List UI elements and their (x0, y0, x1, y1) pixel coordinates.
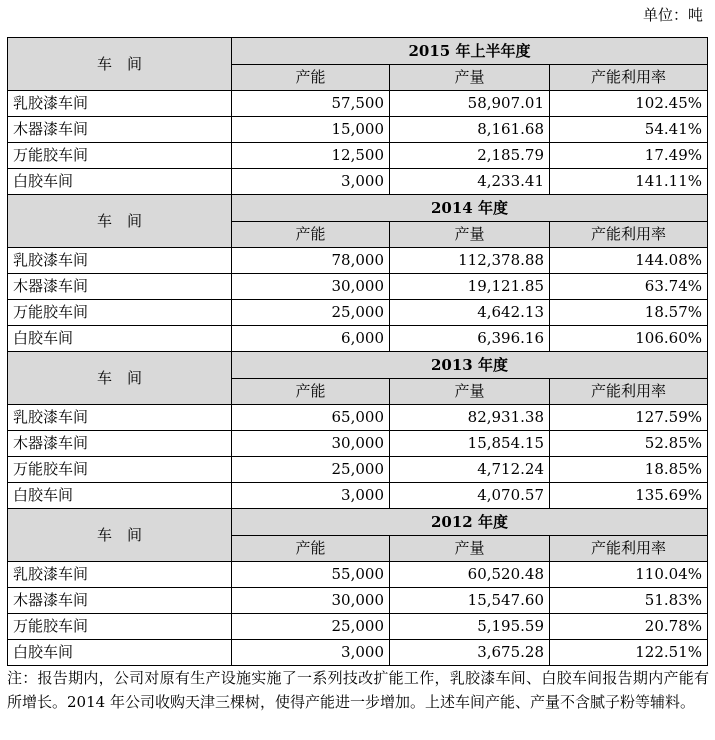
utilization-value: 18.85% (550, 457, 708, 483)
table-row (8, 117, 708, 143)
capacity-value: 12,500 (232, 143, 390, 169)
workshop-name: 乳胶漆车间 (8, 405, 232, 431)
utilization-value: 106.60% (550, 326, 708, 352)
utilization-value: 54.41% (550, 117, 708, 143)
workshop-name: 木器漆车间 (8, 431, 232, 457)
table-note: 注：报告期内，公司对原有生产设施实施了一系列技改扩能工作，乳胶漆车间、白胶车间报告期内产能有所增长。2014 年公司收购天津三棵树，使得产能进一步增加。上述车间产能、产量不含腻子粉等辅料。 (7, 669, 709, 711)
table-row (8, 588, 708, 614)
table-row (8, 169, 708, 195)
utilization-value: 51.83% (550, 588, 708, 614)
capacity-value: 78,000 (232, 248, 390, 274)
period-title: 2015 年上半年度 (232, 38, 708, 65)
output-header: 产量 (390, 222, 550, 248)
workshop-name: 白胶车间 (8, 483, 232, 509)
output-value: 6,396.16 (390, 326, 550, 352)
unit-label: 单位：吨 (642, 6, 703, 24)
output-value: 4,233.41 (390, 169, 550, 195)
output-header: 产量 (390, 379, 550, 405)
workshop-name: 万能胶车间 (8, 143, 232, 169)
period-2014 (8, 195, 708, 352)
capacity-value: 30,000 (232, 588, 390, 614)
utilization-value: 102.45% (550, 91, 708, 117)
output-value: 8,161.68 (390, 117, 550, 143)
table-row (8, 640, 708, 666)
output-value: 3,675.28 (390, 640, 550, 666)
utilization-header: 产能利用率 (550, 379, 708, 405)
utilization-value: 20.78% (550, 614, 708, 640)
workshop-name: 乳胶漆车间 (8, 562, 232, 588)
capacity-header: 产能 (232, 222, 390, 248)
capacity-value: 6,000 (232, 326, 390, 352)
capacity-value: 65,000 (232, 405, 390, 431)
table-row (8, 562, 708, 588)
capacity-value: 3,000 (232, 483, 390, 509)
capacity-header: 产能 (232, 379, 390, 405)
workshop-header: 车 间 (8, 195, 232, 248)
capacity-value: 30,000 (232, 274, 390, 300)
capacity-value: 3,000 (232, 640, 390, 666)
utilization-value: 141.11% (550, 169, 708, 195)
table-row (8, 457, 708, 483)
utilization-header: 产能利用率 (550, 536, 708, 562)
utilization-value: 17.49% (550, 143, 708, 169)
utilization-value: 52.85% (550, 431, 708, 457)
output-header: 产量 (390, 536, 550, 562)
period-2013 (8, 352, 708, 509)
capacity-value: 25,000 (232, 457, 390, 483)
workshop-name: 白胶车间 (8, 326, 232, 352)
table-row (8, 431, 708, 457)
table-row (8, 274, 708, 300)
utilization-value: 63.74% (550, 274, 708, 300)
workshop-name: 木器漆车间 (8, 274, 232, 300)
capacity-value: 15,000 (232, 117, 390, 143)
capacity-value: 57,500 (232, 91, 390, 117)
capacity-value: 30,000 (232, 431, 390, 457)
workshop-name: 白胶车间 (8, 169, 232, 195)
workshop-name: 万能胶车间 (8, 300, 232, 326)
output-value: 19,121.85 (390, 274, 550, 300)
workshop-name: 万能胶车间 (8, 614, 232, 640)
table-row (8, 143, 708, 169)
utilization-header: 产能利用率 (550, 222, 708, 248)
output-value: 15,547.60 (390, 588, 550, 614)
utilization-value: 110.04% (550, 562, 708, 588)
period-2015h1 (8, 38, 708, 195)
workshop-header: 车 间 (8, 38, 232, 91)
workshop-name: 乳胶漆车间 (8, 91, 232, 117)
table-row (8, 91, 708, 117)
workshop-name: 木器漆车间 (8, 588, 232, 614)
output-value: 82,931.38 (390, 405, 550, 431)
workshop-name: 乳胶漆车间 (8, 248, 232, 274)
table-row (8, 300, 708, 326)
utilization-value: 135.69% (550, 483, 708, 509)
period-title: 2014 年度 (232, 195, 708, 222)
output-value: 15,854.15 (390, 431, 550, 457)
output-value: 5,195.59 (390, 614, 550, 640)
table-row (8, 248, 708, 274)
capacity-header: 产能 (232, 536, 390, 562)
workshop-header: 车 间 (8, 509, 232, 562)
period-title: 2012 年度 (232, 509, 708, 536)
workshop-name: 白胶车间 (8, 640, 232, 666)
utilization-value: 18.57% (550, 300, 708, 326)
period-title: 2013 年度 (232, 352, 708, 379)
capacity-value: 25,000 (232, 614, 390, 640)
output-value: 4,642.13 (390, 300, 550, 326)
table-row (8, 483, 708, 509)
output-value: 60,520.48 (390, 562, 550, 588)
capacity-value: 55,000 (232, 562, 390, 588)
output-value: 58,907.01 (390, 91, 550, 117)
table-row (8, 614, 708, 640)
workshop-header: 车 间 (8, 352, 232, 405)
output-header: 产量 (390, 65, 550, 91)
capacity-table (7, 37, 708, 666)
workshop-name: 万能胶车间 (8, 457, 232, 483)
period-2012 (8, 509, 708, 666)
table-row (8, 326, 708, 352)
output-value: 4,070.57 (390, 483, 550, 509)
output-value: 4,712.24 (390, 457, 550, 483)
utilization-header: 产能利用率 (550, 65, 708, 91)
workshop-name: 木器漆车间 (8, 117, 232, 143)
table-row (8, 405, 708, 431)
utilization-value: 144.08% (550, 248, 708, 274)
utilization-value: 122.51% (550, 640, 708, 666)
capacity-value: 3,000 (232, 169, 390, 195)
output-value: 112,378.88 (390, 248, 550, 274)
utilization-value: 127.59% (550, 405, 708, 431)
capacity-header: 产能 (232, 65, 390, 91)
capacity-value: 25,000 (232, 300, 390, 326)
output-value: 2,185.79 (390, 143, 550, 169)
